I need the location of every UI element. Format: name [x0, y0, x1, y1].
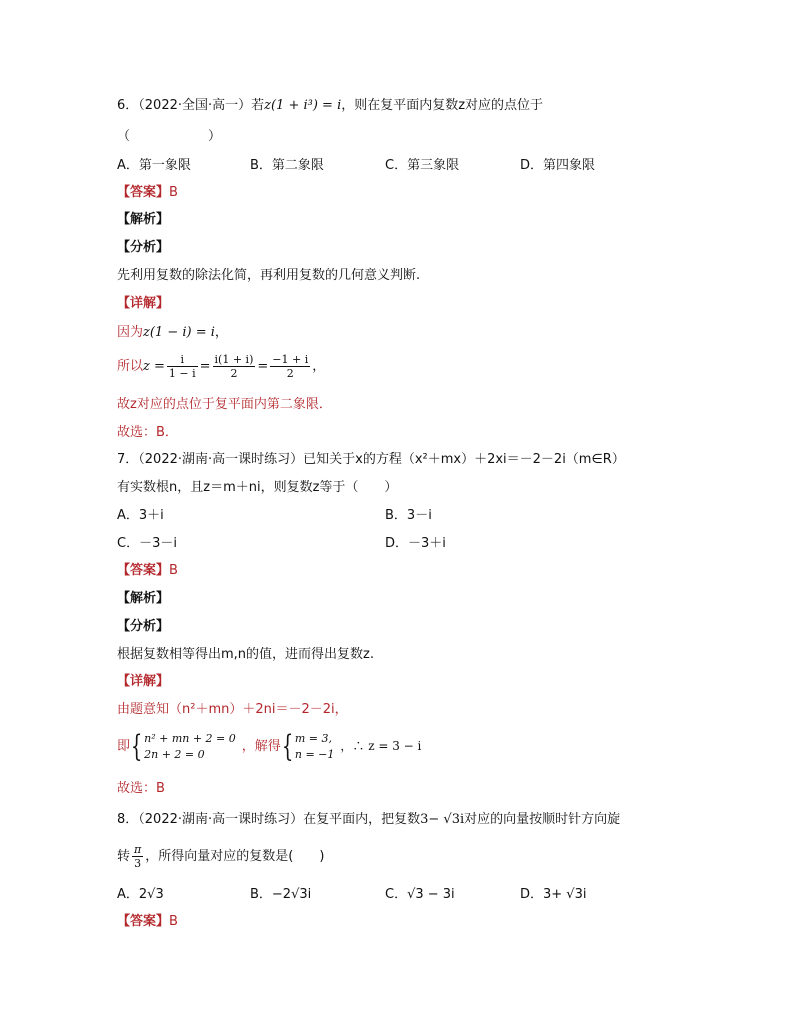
q6-step1-prefix: 因为	[117, 325, 144, 340]
q6-paren: （ ）	[117, 129, 222, 144]
q7-step2-mid: ，解得	[241, 739, 281, 754]
q7-step2-prefix: 即	[117, 739, 131, 754]
q6-choose: 故选：B．	[117, 425, 178, 440]
q6-stem-suffix: ，则在复平面内复数z对应的点位于	[341, 98, 544, 113]
q7-sys2-line1: m = 3,	[294, 731, 332, 745]
q6-step2-z: z =	[143, 359, 165, 374]
q7-analysis-text: 根据复数相等得出m,n的值，进而得出复数z.	[117, 647, 374, 662]
q7-step2	[117, 728, 421, 765]
q6-option-a: A．第一象限	[117, 158, 191, 173]
q8-option-d: D．3+ √3i	[520, 887, 587, 902]
q7-sys1-brace: {	[130, 728, 143, 764]
q8-answer-label: 【答案】	[117, 914, 170, 929]
q7-sys1-line1: n² + mn + 2 = 0	[144, 731, 236, 745]
q7-option-c: C．－3－i	[117, 536, 177, 551]
q8-option-a: A．2√3	[117, 887, 164, 902]
q8-frac-num: π	[134, 843, 142, 856]
q6-stem-prefix: 6．（2022·全国·高一）若	[117, 98, 265, 113]
q6-step2-prefix: 所以	[117, 359, 144, 374]
q7-sys1	[144, 731, 236, 763]
q6-option-b: B．第二象限	[250, 158, 324, 173]
q8-stem-line1-math: 3− √3i	[420, 812, 465, 827]
q7-answer	[117, 561, 178, 581]
q6-analysis-text: 先利用复数的除法化简，再利用复数的几何意义判断.	[117, 268, 421, 283]
q6-stem	[117, 96, 543, 116]
q6-step1-suffix: ，	[214, 325, 228, 340]
q6-frac2-den: 2	[230, 367, 238, 380]
q8-frac-den: 3	[134, 857, 142, 870]
q6-step1-math: z(1 − i) = i	[143, 325, 215, 340]
q7-step1: 由题意知（n²＋mn）＋2ni＝－2－2i，	[117, 702, 348, 717]
q8-answer-value: B	[169, 914, 178, 929]
q7-fenxi-heading: 【分析】	[117, 619, 170, 634]
q6-answer	[117, 183, 178, 203]
q7-answer-value: B	[169, 563, 178, 578]
q6-answer-label: 【答案】	[117, 185, 170, 200]
q6-step2-suffix: ，	[312, 359, 326, 374]
q6-xiangjie-heading: 【详解】	[117, 296, 170, 311]
q6-step2	[117, 350, 325, 384]
q7-step2-suffix: ，∴ z = 3 − i	[340, 739, 422, 753]
q7-option-d: D．－3＋i	[385, 536, 446, 551]
q7-sys1-line2: 2n + 2 = 0	[144, 747, 205, 761]
q8-stem-line2-suffix: ，所得向量对应的复数是( )	[145, 849, 325, 864]
q8-option-c: C．√3 − 3i	[385, 887, 455, 902]
q6-frac3-den: 2	[286, 367, 294, 380]
q6-step1	[117, 323, 228, 343]
q6-frac2	[213, 353, 256, 380]
q7-option-a: A．3＋i	[117, 508, 164, 523]
q8-stem-line2-prefix: 转	[117, 849, 131, 864]
q6-jiexi-heading: 【解析】	[117, 212, 170, 227]
q6-eq1: =	[199, 359, 211, 374]
q8-option-b: B．−2√3i	[250, 887, 312, 902]
q6-eq2: =	[257, 359, 269, 374]
q6-fenxi-heading: 【分析】	[117, 240, 170, 255]
q6-frac2-num: i(1 + i)	[214, 353, 254, 366]
q8-answer	[117, 912, 178, 932]
q7-option-b: B．3－i	[385, 508, 432, 523]
q6-option-c: C．第三象限	[385, 158, 460, 173]
q6-stem-math: z(1 + i³) = i	[264, 98, 342, 113]
q7-choose: 故选：B	[117, 781, 165, 796]
q7-xiangjie-heading: 【详解】	[117, 674, 170, 689]
q7-sys2-line2: n = −1	[294, 747, 335, 761]
q8-stem-line2	[117, 840, 324, 874]
q7-sys2-brace: {	[281, 728, 294, 764]
q6-frac1-num: i	[167, 353, 198, 367]
q8-stem-line1	[117, 810, 620, 830]
q6-frac1	[167, 353, 198, 380]
q7-answer-label: 【答案】	[117, 563, 170, 578]
q7-stem-line2: 有实数根n，且z＝m＋ni，则复数z等于（ ）	[117, 480, 398, 495]
q6-answer-value: B	[169, 185, 178, 200]
q7-jiexi-heading: 【解析】	[117, 591, 170, 606]
q7-stem-line1: 7．（2022·湖南·高一课时练习）已知关于x的方程（x²＋mx）＋2xi＝－2－2i（m∈R）	[117, 452, 625, 467]
q6-frac3-num: −1 + i	[272, 353, 309, 366]
q8-stem-line1-suffix: 对应的向量按顺时针方向旋	[464, 812, 621, 827]
q8-stem-line1-prefix: 8．（2022·湖南·高一课时练习）在复平面内，把复数	[117, 812, 421, 827]
q6-conclusion: 故z对应的点位于复平面内第二象限．	[117, 397, 332, 412]
q7-sys2	[295, 731, 335, 763]
q6-option-d: D．第四象限	[520, 158, 596, 173]
q6-frac1-den: 1 − i	[168, 367, 196, 380]
q8-frac	[132, 843, 143, 870]
q6-frac3	[270, 353, 310, 380]
